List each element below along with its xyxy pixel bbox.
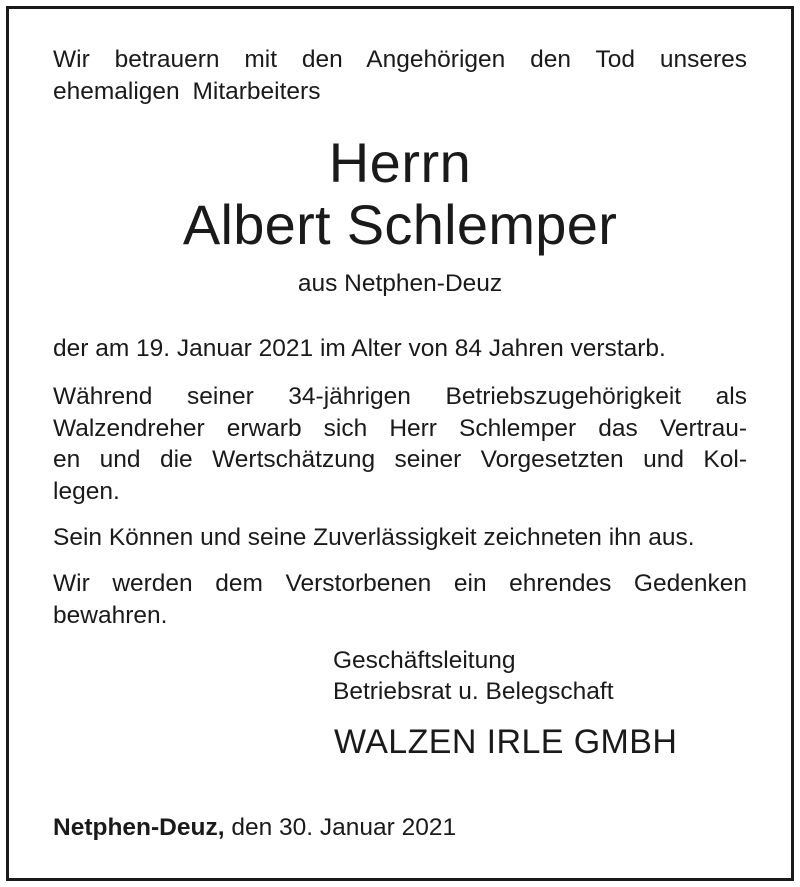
company-name: WALZEN IRLE GMBH [334, 723, 678, 761]
signer-workforce: Betriebsrat u. Belegschaft [333, 678, 614, 705]
biography-line: en und die Wertschätzung seiner Vorgesetzten und Kol- [53, 446, 747, 473]
intro-line-1: Wir betrauern mit den Angehörigen den Tod unseres [53, 46, 747, 73]
biography-paragraph [53, 381, 747, 507]
biography-line: Walzendreher erwarb sich Herr Schlemper das Vertrau- [53, 414, 747, 442]
place-date-line [53, 812, 456, 843]
signers-block [333, 645, 614, 707]
memory-line: bewahren. [53, 601, 168, 629]
death-notice: der am 19. Januar 2021 im Alter von 84 Jahren verstarb. [53, 335, 666, 362]
intro-text [53, 44, 747, 107]
biography-line: legen. [53, 477, 120, 505]
deceased-origin: aus Netphen-Deuz [297, 270, 503, 297]
signer-management: Geschäftsleitung [333, 647, 516, 674]
memory-line: Wir werden dem Verstorbenen ein ehrendes Gedenken [53, 570, 747, 597]
salutation: Herrn [328, 131, 472, 194]
memory-paragraph [53, 568, 747, 631]
skills-paragraph: Sein Können und seine Zuverlässigkeit zeichneten ihn aus. [53, 524, 695, 551]
biography-line: Während seiner 34-jährigen Betriebszugehörigkeit als [53, 383, 747, 410]
deceased-name: Albert Schlemper [182, 193, 618, 256]
intro-line-2: ehemaligen Mitarbeiters [53, 77, 321, 105]
footer-date: den 30. Januar 2021 [231, 814, 457, 841]
footer-place: Netphen-Deuz, [53, 814, 225, 841]
deceased-name-block [0, 132, 800, 299]
